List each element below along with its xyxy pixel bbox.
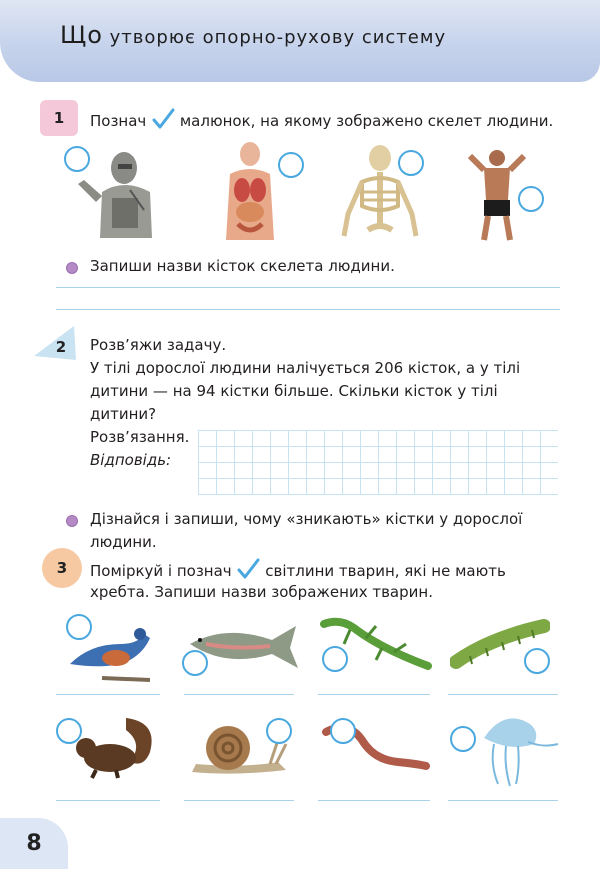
writing-line[interactable]	[184, 694, 294, 695]
answer-circle-earthworm[interactable]	[330, 718, 356, 744]
task-2-problem-line: У тілі дорослої людини налічується 206 кісток, а у тілі	[90, 359, 521, 377]
task-3-text-before: Поміркуй і познач	[90, 562, 232, 580]
task-2-bullet	[66, 515, 78, 527]
jellyfish-image	[474, 708, 560, 788]
writing-line[interactable]	[318, 800, 430, 801]
task-3-instruction	[90, 558, 506, 583]
task-2-answer-label: Відповідь:	[90, 451, 172, 469]
task-1-bullet	[66, 262, 78, 274]
task-1-number: 1	[53, 109, 65, 127]
writing-line[interactable]	[56, 309, 560, 310]
task-1-bullet-text: Запиши назви кісток скелета людини.	[90, 257, 395, 275]
task-3-text-after: світлини тварин, які не мають	[265, 562, 506, 580]
writing-line[interactable]	[184, 800, 294, 801]
task-3-text-line2: хребта. Запиши назви зображених тварин.	[90, 583, 433, 601]
task-2-bullet-text: людини.	[90, 533, 157, 551]
page-title-rest: утворює опорно-рухову систему	[102, 27, 447, 48]
writing-line[interactable]	[448, 694, 558, 695]
answer-circle-fish[interactable]	[182, 650, 208, 676]
task-1-badge	[40, 100, 78, 136]
task-1-text-before: Познач	[90, 112, 147, 130]
answer-circle-athlete[interactable]	[518, 186, 544, 212]
task-2-number: 2	[55, 338, 67, 356]
writing-line[interactable]	[56, 694, 160, 695]
writing-line[interactable]	[448, 800, 558, 801]
writing-line[interactable]	[56, 287, 560, 288]
answer-circle-squirrel[interactable]	[56, 718, 82, 744]
page-number	[0, 818, 68, 869]
answer-circle-jellyfish[interactable]	[450, 726, 476, 752]
task-3-badge	[42, 548, 82, 588]
task-2-problem-line: дитини — на 94 кістки більше. Скільки кісток у тілі	[90, 382, 498, 400]
checkmark-icon	[236, 558, 260, 580]
answer-circle-caterpillar[interactable]	[524, 648, 550, 674]
task-2-bullet-text: Дізнайся і запиши, чому «зникають» кістки у дорослої	[90, 510, 523, 528]
page-number-text: 8	[26, 831, 42, 856]
page-title	[60, 21, 446, 49]
anatomy-model-image	[216, 140, 282, 246]
task-2-problem-line: дитини?	[90, 405, 157, 423]
answer-circle-bird[interactable]	[66, 614, 92, 640]
task-2-title: Розв’яжи задачу.	[90, 336, 227, 354]
task-2-solution-label: Розв’язання.	[90, 428, 190, 446]
answer-circle-snail[interactable]	[266, 718, 292, 744]
task-3-number: 3	[56, 559, 68, 577]
checkmark-icon	[151, 108, 175, 130]
writing-line[interactable]	[318, 694, 430, 695]
task-1-text-after: малюнок, на якому зображено скелет людини.	[179, 112, 554, 130]
writing-line[interactable]	[56, 800, 160, 801]
squirrel-image	[66, 712, 162, 782]
task-1-instruction	[90, 108, 553, 133]
answer-circle-lizard[interactable]	[322, 646, 348, 672]
solution-grid[interactable]	[198, 430, 558, 495]
answer-circle-robot[interactable]	[64, 146, 90, 172]
answer-circle-skeleton[interactable]	[398, 150, 424, 176]
answer-circle-anatomy-model[interactable]	[278, 152, 304, 178]
task-2-badge	[30, 322, 80, 364]
page-title-first-word: Що	[60, 21, 103, 49]
